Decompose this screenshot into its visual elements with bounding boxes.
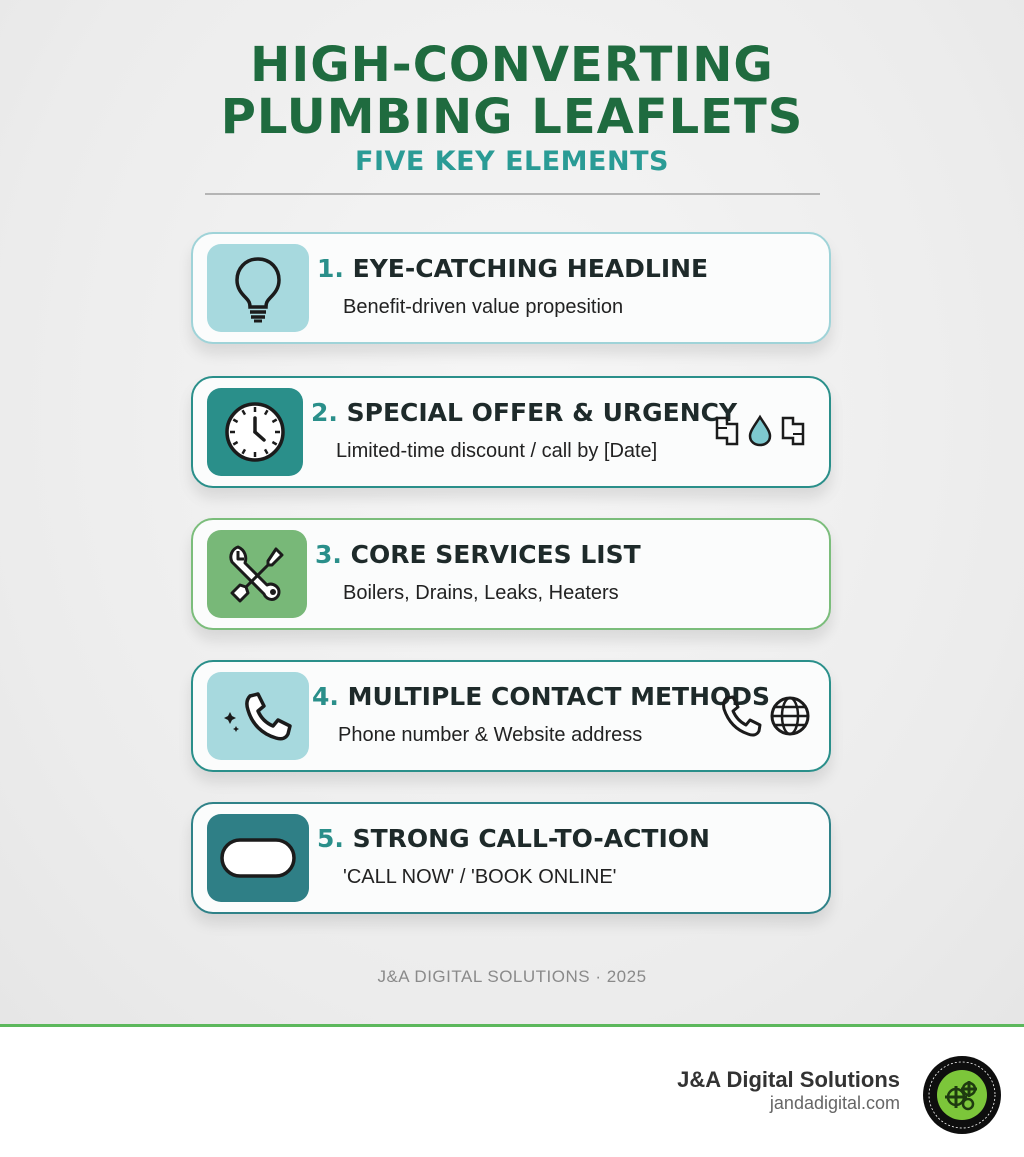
brand-url: jandadigital.com (769, 1093, 900, 1113)
main-title-line2: PLUMBING LEAFLETS (220, 89, 804, 145)
element-card-headline (191, 232, 831, 344)
wrench-screwdriver-icon (207, 530, 307, 618)
plumbing-icons (713, 414, 807, 448)
lightbulb-icon (207, 244, 309, 332)
card-description: Phone number & Website address (338, 724, 643, 746)
card-description: 'CALL NOW' / 'BOOK ONLINE' (343, 866, 617, 888)
element-card-contact (191, 660, 831, 772)
clock-icon (207, 388, 303, 476)
pipe-icon (779, 414, 807, 448)
pill-button-icon (207, 814, 309, 902)
phone-sparkle-icon (207, 672, 309, 760)
water-drop-icon (747, 414, 773, 448)
element-card-cta (191, 802, 831, 914)
element-card-offer (191, 376, 831, 488)
card-title: 3. CORE SERVICES LIST (315, 540, 641, 569)
subtitle: FIVE KEY ELEMENTS (355, 146, 669, 177)
brand-footer (0, 1024, 1024, 1157)
element-card-services (191, 518, 831, 630)
card-title: 2. SPECIAL OFFER & URGENCY (311, 398, 738, 427)
title-divider (205, 193, 820, 195)
card-title: 4. MULTIPLE CONTACT METHODS (312, 682, 771, 711)
poster-credit: J&A DIGITAL SOLUTIONS · 2025 (377, 967, 647, 986)
card-description: Boilers, Drains, Leaks, Heaters (343, 582, 619, 604)
globe-icon (769, 695, 811, 737)
card-title: 1. EYE-CATCHING HEADLINE (317, 254, 709, 283)
main-title-line1: HIGH-CONVERTING (250, 37, 774, 93)
contact-icons (719, 694, 811, 738)
brand-name: J&A Digital Solutions (677, 1067, 900, 1092)
company-logo (922, 1055, 1002, 1135)
card-title: 5. STRONG CALL-TO-ACTION (317, 824, 710, 853)
phone-icon (719, 694, 763, 738)
card-description: Limited-time discount / call by [Date] (336, 440, 658, 462)
pipe-icon (713, 414, 741, 448)
card-description: Benefit-driven value propesition (343, 296, 624, 318)
